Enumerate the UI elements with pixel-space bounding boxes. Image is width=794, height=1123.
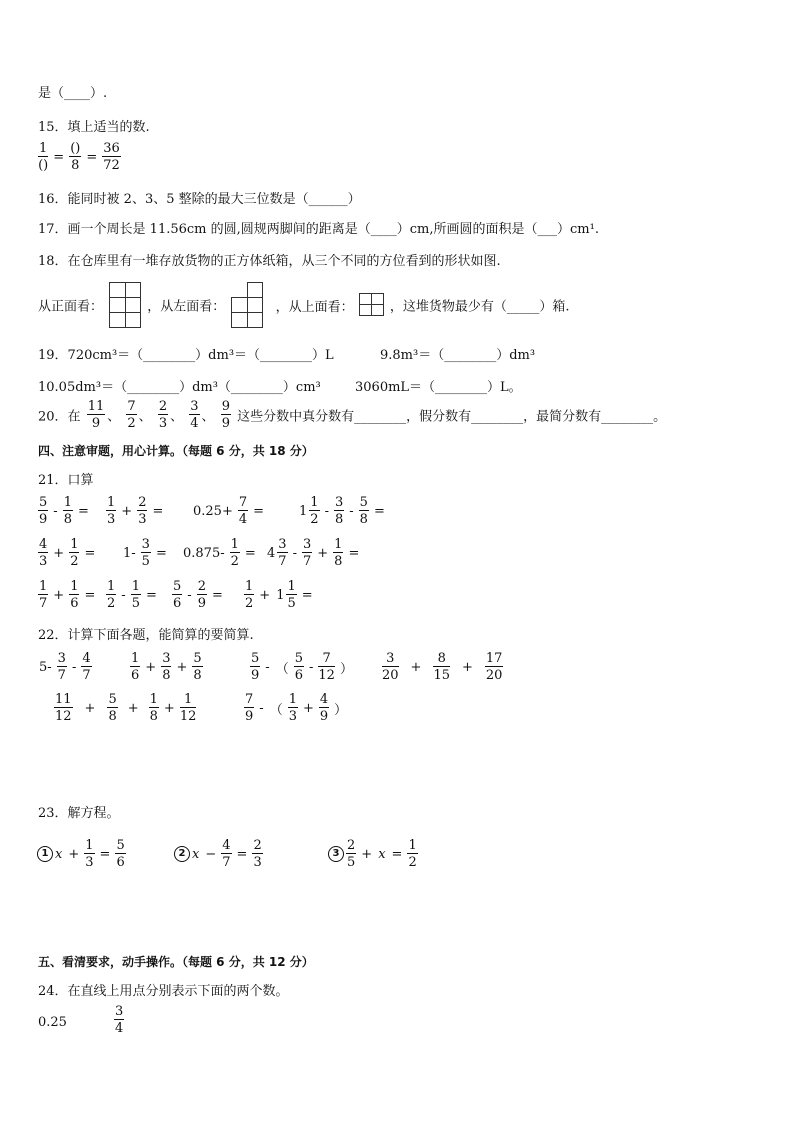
section-5-heading: 五、看清要求，动手操作。（每题 6 分，共 12 分） [38, 955, 314, 969]
q18-title: 18．在仓库里有一堆存放货物的正方体纸箱，从三个不同的方位看到的形状如图. [38, 254, 501, 269]
q18-views [38, 282, 570, 330]
q21-row2-c: 0.875- $\frac{1}{2}$ = [183, 537, 256, 569]
q24-title: 24．在直线上用点分别表示下面的两个数。 [38, 984, 289, 999]
q21-row3-d: $\frac{1}{2}$ + 1 $\frac{1}{5}$ = [245, 579, 313, 611]
fraction: $\frac{11}{9}$ [87, 399, 105, 431]
q24-number-b: $\frac{3}{4}$ [115, 1004, 124, 1036]
q18-answer-blank: ，这堆货物最少有（_____）箱. [389, 299, 570, 315]
q20: 20．在 $\frac{11}{9}$ 、 $\frac{7}{2}$ 、 $\frac{2}{3}$ 、 $\frac{3}{4}$ 、 $\frac{9}{9}$ 这些分数中真分数有________，假分数有________，最简分数有________。 [38, 399, 667, 431]
left-view-figure [229, 282, 265, 328]
q21-row3-b: $\frac{1}{2}$ - $\frac{1}{5}$ = [107, 579, 157, 611]
q19-d: 3060mL＝（________）L。 [355, 380, 522, 395]
q15-title: 15．填上适当的数. [38, 120, 150, 135]
fraction: $\frac{()}{8}$ [70, 141, 81, 173]
q21-row1-a: $\frac{5}{9}$ - $\frac{1}{8}$ = [39, 495, 89, 527]
fraction: $\frac{36}{72}$ [103, 141, 120, 173]
front-view-label: 从正面看： [38, 299, 104, 315]
q22-expr-4: $\frac{3}{20}$ + $\frac{8}{15}$ + $\frac{17}{20}$ [382, 651, 503, 683]
q21-row2-d: 4 $\frac{3}{7}$ - $\frac{3}{7}$ + $\frac{1}{8}$ = [267, 537, 360, 569]
q21-row2-b: 1- $\frac{3}{5}$ = [123, 537, 167, 569]
q17: 17．画一个周长是 11.56cm 的圆,圆规两脚间的距离是（____）cm,所画圆的面积是（___）cm¹. [38, 222, 599, 237]
q21-row3-a: $\frac{1}{7}$ + $\frac{1}{6}$ = [39, 579, 96, 611]
fraction: $\frac{2}{3}$ [158, 399, 168, 431]
q21-row1-b: $\frac{1}{3}$ + $\frac{2}{3}$ = [107, 495, 164, 527]
front-view-figure [107, 282, 143, 328]
q23-title: 23．解方程。 [38, 806, 120, 821]
q23-eq-3: 3 $\frac{2}{5}$ + x = $\frac{1}{2}$ [328, 839, 420, 869]
q21-row1-d: 1 $\frac{1}{2}$ - $\frac{3}{8}$ - $\frac{5}{8}$ = [299, 495, 385, 527]
fraction: $\frac{1}{()}$ [38, 141, 49, 173]
top-view-figure [358, 292, 386, 318]
q21-row3-c: $\frac{5}{6}$ - $\frac{2}{9}$ = [173, 579, 223, 611]
q22-expr-3: $\frac{5}{9}$ - （ $\frac{5}{6}$ - $\frac{7}{12}$ ） [251, 651, 353, 683]
q15-equation: $\frac{1}{()}$ = $\frac{()}{8}$ = $\frac{36}{72}$ [38, 141, 120, 173]
q21-title: 21．口算 [38, 473, 94, 488]
fraction: $\frac{9}{9}$ [221, 399, 230, 431]
q23-eq-1: 1 x + $\frac{1}{3}$ = $\frac{5}{6}$ [37, 839, 128, 869]
q22-expr-5: $\frac{11}{12}$ + $\frac{5}{8}$ + $\frac{1}{8}$ + $\frac{1}{12}$ [55, 692, 197, 724]
q16: 16．能同时被 2、3、5 整除的最大三位数是（______） [38, 192, 361, 207]
q21-row2-a: $\frac{4}{3}$ + $\frac{1}{2}$ = [39, 537, 96, 569]
q22-expr-6: $\frac{7}{9}$ - （ $\frac{1}{3}$ + $\frac{4}{9}$ ） [245, 692, 348, 724]
previous-question-tail: 是（____）. [38, 86, 108, 101]
q19-b: 9.8m³＝（________）dm³ [380, 348, 536, 363]
section-4-heading: 四、注意审题，用心计算。（每题 6 分，共 18 分） [38, 444, 314, 458]
q22-expr-1: 5- $\frac{3}{7}$ - $\frac{4}{7}$ [39, 651, 91, 683]
q21-row1-c: 0.25+ $\frac{7}{4}$ = [193, 495, 265, 527]
q24-number-a: 0.25 [38, 1015, 67, 1030]
q23-eq-2: 2 x − $\frac{4}{7}$ = $\frac{2}{3}$ [174, 839, 265, 869]
q19-c: 10.05dm³＝（________）dm³（________）cm³ [38, 380, 321, 395]
fraction: $\frac{7}{2}$ [127, 399, 136, 431]
left-view-label: ，从左面看： [147, 299, 226, 315]
top-view-label: ，从上面看： [275, 299, 354, 315]
q22-title: 22．计算下面各题，能简算的要简算. [38, 628, 254, 643]
q19-a: 19．720cm³＝（________）dm³＝（________）L [38, 348, 334, 363]
fraction: $\frac{3}{4}$ [190, 399, 199, 431]
q22-expr-2: $\frac{1}{6}$ + $\frac{3}{8}$ + $\frac{5}{8}$ [131, 651, 202, 683]
